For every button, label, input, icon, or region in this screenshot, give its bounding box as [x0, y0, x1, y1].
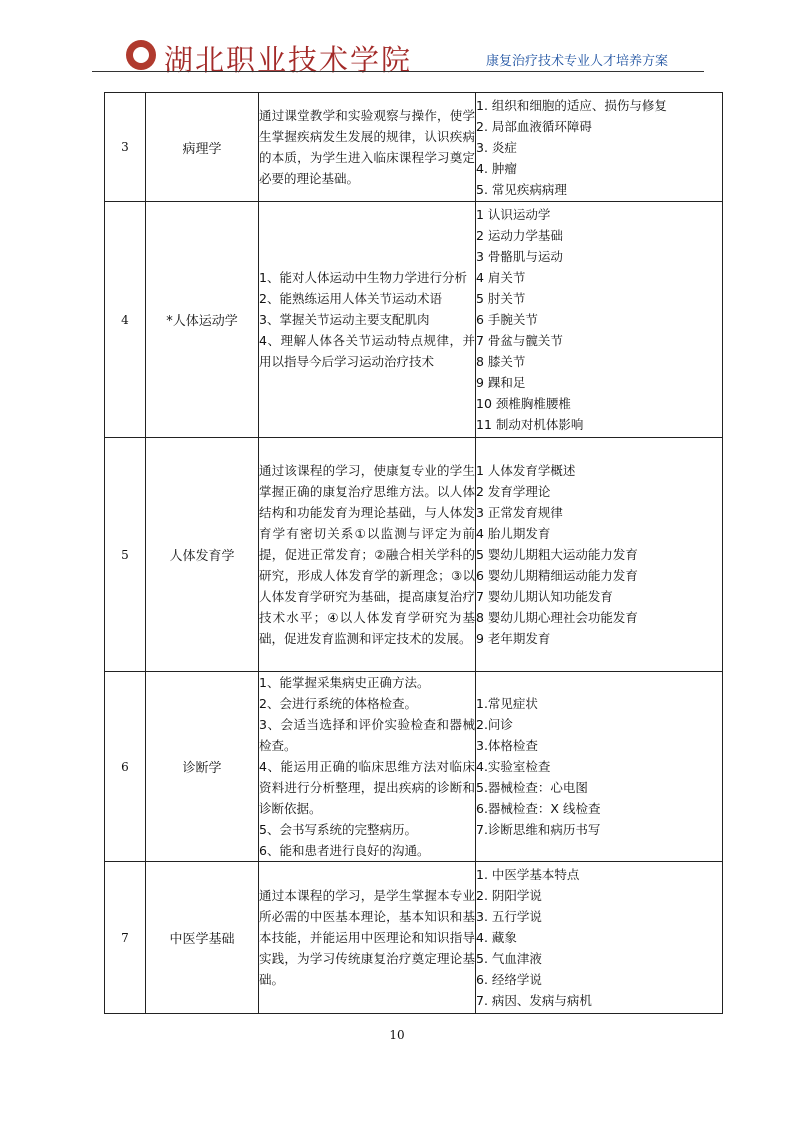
content-item: 6 手腕关节 — [476, 312, 538, 327]
content-item: 2. 阴阳学说 — [476, 888, 542, 903]
course-contents — [476, 202, 723, 438]
content-item: 3 骨骼肌与运动 — [476, 249, 563, 264]
content-item: 2 运动力学基础 — [476, 228, 563, 243]
course-name: 诊断学 — [146, 672, 259, 862]
objective-text: 1、能对人体运动中生物力学进行分析 — [259, 270, 467, 285]
curriculum-table — [104, 92, 723, 1014]
course-contents — [476, 438, 723, 672]
course-contents — [476, 93, 723, 202]
objective-text: 通过该课程的学习，使康复专业的学生掌握正确的康复治疗思维方法。以人体结构和功能发育为理论基础，与人体发育学有密切关系①以监测与评定为前提，促进正常发育；②融合相关学科的研究，形成人体发育学的新理念；③以人体发育学研究为基础，提高康复治疗技术水平；④以人体发育学研究为基础，促进发育监测和评定技术的发展。 — [259, 463, 475, 646]
course-contents — [476, 862, 723, 1014]
objective-text: 4、理解人体各关节运动特点规律，并用以指导今后学习运动治疗技术 — [259, 333, 475, 369]
content-item: 11 制动对机体影响 — [476, 417, 584, 432]
objective-text: 1、能掌握采集病史正确方法。 — [259, 675, 430, 690]
objective-text: 2、会进行系统的体格检查。 — [259, 696, 417, 711]
content-item: 1 认识运动学 — [476, 207, 551, 222]
content-item: 1. 组织和细胞的适应、损伤与修复 — [476, 97, 667, 113]
content-item: 7 婴幼儿期认知功能发育 — [476, 589, 613, 604]
course-contents — [476, 672, 723, 862]
header-divider — [92, 71, 704, 72]
course-objectives — [259, 202, 476, 438]
content-item: 7. 病因、发病与病机 — [476, 993, 592, 1008]
table-row — [105, 672, 723, 862]
course-objectives — [259, 438, 476, 672]
course-objectives — [259, 93, 476, 202]
content-item: 5. 气血津液 — [476, 951, 542, 966]
objective-text: 3、掌握关节运动主要支配肌肉 — [259, 312, 430, 327]
content-item: 4 胎儿期发育 — [476, 526, 551, 541]
content-item: 9 老年期发育 — [476, 631, 551, 646]
objective-text: 5、会书写系统的完整病历。 — [259, 822, 417, 837]
course-number: 6 — [105, 672, 146, 862]
content-item: 1.常见症状 — [476, 696, 538, 711]
page-number: 10 — [389, 1028, 405, 1042]
course-number: 4 — [105, 202, 146, 438]
document-title: 康复治疗技术专业人才培养方案 — [485, 54, 668, 69]
content-item: 1. 中医学基本特点 — [476, 867, 580, 882]
content-item: 2.问诊 — [476, 717, 513, 732]
content-item: 4.实验室检查 — [476, 759, 551, 774]
content-item: 3. 五行学说 — [476, 909, 542, 924]
objective-text: 6、能和患者进行良好的沟通。 — [259, 843, 430, 858]
page-header — [92, 30, 704, 77]
content-item: 2 发育学理论 — [476, 484, 551, 499]
content-item: 3 正常发育规律 — [476, 505, 563, 520]
content-item: 5 肘关节 — [476, 291, 526, 306]
content-item: 1 人体发育学概述 — [476, 463, 576, 478]
table-row — [105, 862, 723, 1014]
objective-text: 3、会适当选择和评价实验检查和器械检查。 — [259, 717, 475, 753]
content-item: 2. 局部血液循环障碍 — [476, 118, 592, 134]
school-emblem-icon — [126, 40, 156, 70]
content-item: 5 婴幼儿期粗大运动能力发育 — [476, 547, 638, 562]
content-item: 7 骨盆与髋关节 — [476, 333, 563, 348]
content-item: 6.器械检查：X 线检查 — [476, 801, 601, 816]
content-item: 4. 肿瘤 — [476, 160, 517, 176]
content-item: 6. 经络学说 — [476, 972, 542, 987]
content-item: 9 踝和足 — [476, 375, 526, 390]
objective-text: 2、能熟练运用人体关节运动术语 — [259, 291, 442, 306]
objective-text: 通过本课程的学习，是学生掌握本专业所必需的中医基本理论，基本知识和基本技能，并能运用中医理论和知识指导实践，为学习传统康复治疗奠定理论基础。 — [259, 888, 475, 987]
content-item: 10 颈椎胸椎腰椎 — [476, 396, 571, 411]
content-item: 7.诊断思维和病历书写 — [476, 822, 601, 837]
content-item: 4 肩关节 — [476, 270, 526, 285]
content-item: 3.体格检查 — [476, 738, 538, 753]
content-item: 4. 藏象 — [476, 930, 517, 945]
course-number: 5 — [105, 438, 146, 672]
content-item: 6 婴幼儿期精细运动能力发育 — [476, 568, 638, 583]
content-item: 5. 常见疾病病理 — [476, 181, 567, 197]
objective-text: 4、能运用正确的临床思维方法对临床资料进行分析整理，提出疾病的诊断和诊断依据。 — [259, 759, 475, 816]
course-name: 病理学 — [146, 93, 259, 202]
school-name: 湖北职业技术学院 — [164, 43, 413, 77]
content-item: 3. 炎症 — [476, 139, 517, 155]
objective-text: 通过课堂教学和实验观察与操作，使学生掌握疾病发生发展的规律，认识疾病的本质，为学生进入临床课程学习奠定必要的理论基础。 — [259, 108, 475, 186]
table-row — [105, 438, 723, 672]
course-name: 中医学基础 — [146, 862, 259, 1014]
course-number: 3 — [105, 93, 146, 202]
course-objectives — [259, 862, 476, 1014]
table-row — [105, 202, 723, 438]
course-objectives — [259, 672, 476, 862]
content-item: 8 婴幼儿期心理社会功能发育 — [476, 610, 638, 625]
course-name: 人体发育学 — [146, 438, 259, 672]
content-item: 5.器械检查：心电图 — [476, 780, 588, 795]
content-item: 8 膝关节 — [476, 354, 526, 369]
table-row — [105, 93, 723, 202]
course-name: *人体运动学 — [146, 202, 259, 438]
course-number: 7 — [105, 862, 146, 1014]
